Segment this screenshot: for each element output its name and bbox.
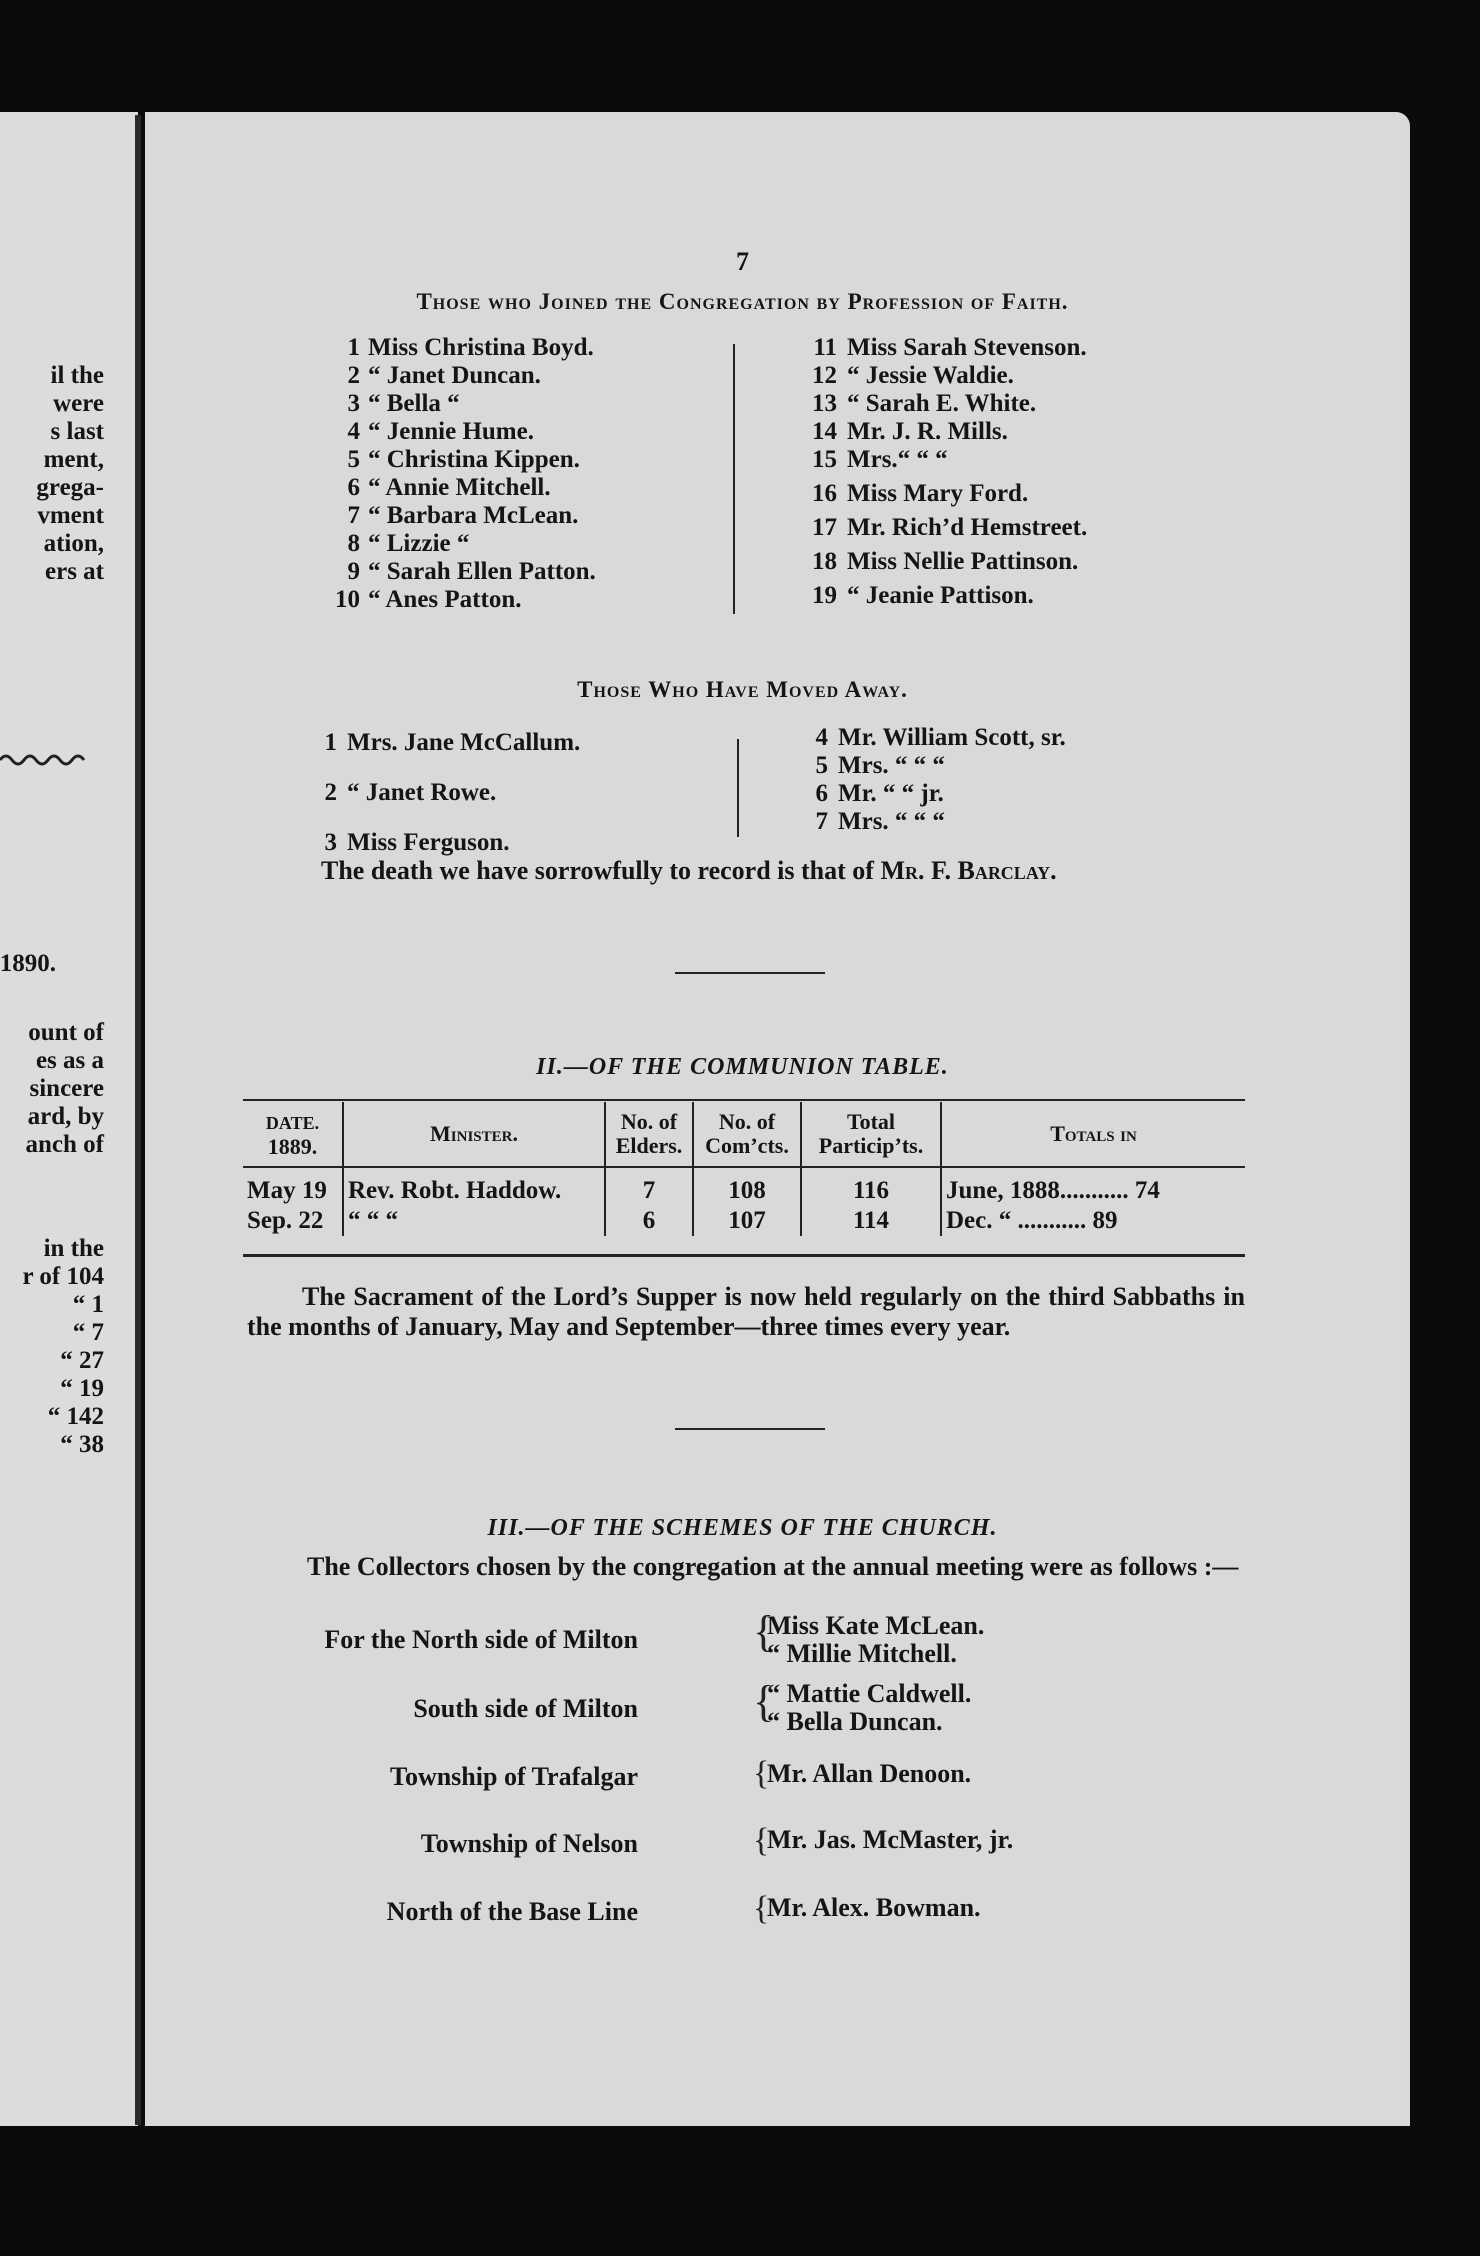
header-communicants: No. of Com’cts. <box>693 1102 801 1167</box>
collector-names: Mr. Alex. Bowman. <box>767 1893 981 1922</box>
list-item: 18 Miss Nellie Pattinson. <box>812 548 1079 575</box>
fragment-line: “ 27 <box>60 1347 104 1374</box>
list-item: 2 “ Janet Rowe. <box>324 779 497 806</box>
fragment-line: ers at <box>45 558 104 585</box>
list-item: 5 “ Christina Kippen. <box>347 446 580 473</box>
joined-right-column <box>805 334 1087 610</box>
list-item: 3 “ Bella “ <box>347 390 460 417</box>
list-item: 6 “ Annie Mitchell. <box>347 474 551 501</box>
fragment-line: “ 38 <box>60 1431 104 1458</box>
column-divider <box>733 344 735 614</box>
table-top-rule <box>243 1099 1245 1101</box>
collector-names: Mr. Allan Denoon. <box>767 1759 972 1788</box>
schemes-heading: III.—OF THE SCHEMES OF THE CHURCH. <box>487 1515 998 1541</box>
list-item: 17 Mr. Rich’d Hemstreet. <box>812 514 1088 541</box>
fragment-line: “ 7 <box>72 1319 104 1346</box>
moved-left-column <box>315 729 580 857</box>
list-item: 8 “ Lizzie “ <box>347 530 470 557</box>
list-item: 13 “ Sarah E. White. <box>812 390 1037 417</box>
fragment-line: s last <box>50 418 104 445</box>
list-item: 3 Miss Ferguson. <box>324 829 510 856</box>
death-note: The death we have sorrowfully to record is that of Mr. F. Barclay. <box>321 856 1057 885</box>
fragment-line: ount of <box>28 1019 104 1046</box>
collector-names: “ Mattie Caldwell. “ Bella Duncan. <box>767 1679 972 1736</box>
section-rule <box>675 1428 825 1430</box>
list-item: 16 Miss Mary Ford. <box>812 480 1029 507</box>
page-number: 7 <box>736 247 749 276</box>
fragment-line: ation, <box>43 530 104 557</box>
section-rule <box>675 972 825 974</box>
fragment-line: “ 142 <box>47 1403 104 1430</box>
table-row: May 19 Rev. Robt. Haddow. 7 108 116 June, 1888........... 74 <box>243 1167 1245 1206</box>
column-divider <box>737 739 739 837</box>
brace: { <box>753 1822 770 1859</box>
sacrament-note: The Sacrament of the Lord’s Supper is now held regularly on the third Sabbaths in the months of January, May and September—three times every year. <box>247 1282 1245 1341</box>
schemes-intro: The Collectors chosen by the congregation at the annual meeting were as follows :— <box>307 1552 1239 1581</box>
brace: { <box>753 1890 770 1927</box>
list-item: 7 Mrs. “ “ “ <box>815 808 945 835</box>
list-item: 4 Mr. William Scott, sr. <box>815 724 1066 751</box>
list-item: 1 Miss Christina Boyd. <box>347 334 594 361</box>
joined-left-column <box>320 334 596 614</box>
list-item: 6 Mr. “ “ jr. <box>815 780 944 807</box>
collector-area-label: For the North side of Milton <box>324 1625 638 1654</box>
brace: { <box>753 1677 775 1726</box>
communion-heading: II.—OF THE COMMUNION TABLE. <box>536 1054 949 1080</box>
deceased-name: Mr. F. Barclay. <box>880 856 1057 885</box>
fragment-line: anch of <box>25 1131 104 1158</box>
book-spine <box>135 115 141 2125</box>
list-item: 7 “ Barbara McLean. <box>347 502 579 529</box>
fragment-line: “ 1 <box>72 1291 104 1318</box>
list-item: 1 Mrs. Jane McCallum. <box>324 729 581 756</box>
document-page <box>145 112 1410 2126</box>
header-minister: Minister. <box>343 1102 605 1167</box>
fragment-line: in the <box>43 1235 104 1262</box>
header-total: Total Particip’ts. <box>801 1102 941 1167</box>
collector-area-label: North of the Base Line <box>386 1897 638 1926</box>
table-row: Sep. 22 “ “ “ 6 107 114 Dec. “ ........... 89 <box>243 1206 1245 1236</box>
fragment-line: grega- <box>36 474 104 501</box>
header-date: DATE. 1889. <box>243 1102 343 1167</box>
fragment-line: vment <box>37 502 104 529</box>
collector-names: Mr. Jas. McMaster, jr. <box>767 1825 1014 1854</box>
list-item: 9 “ Sarah Ellen Patton. <box>347 558 596 585</box>
list-item: 19 “ Jeanie Pattison. <box>812 582 1034 609</box>
table-header-row <box>243 1102 1245 1167</box>
collector-area-label: South side of Milton <box>413 1694 638 1723</box>
list-item: 15 Mrs.“ “ “ <box>812 446 948 473</box>
list-item: 2 “ Janet Duncan. <box>347 362 541 389</box>
header-totals-in: Totals in <box>941 1102 1245 1167</box>
list-item: 4 “ Jennie Hume. <box>347 418 534 445</box>
header-elders: No. of Elders. <box>605 1102 693 1167</box>
fragment-line: ment, <box>43 446 104 473</box>
brace: { <box>753 1607 775 1656</box>
list-item: 5 Mrs. “ “ “ <box>815 752 945 779</box>
list-item: 11 Miss Sarah Stevenson. <box>813 334 1087 361</box>
list-item: 14 Mr. J. R. Mills. <box>812 418 1008 445</box>
list-item: 10 “ Anes Patton. <box>335 586 522 613</box>
fragment-line: il the <box>50 362 104 389</box>
previous-page-fragment <box>0 112 138 2126</box>
fragment-line: es as a <box>35 1047 104 1074</box>
joined-heading: Those who Joined the Congregation by Profession of Faith. <box>416 289 1069 314</box>
moved-heading: Those Who Have Moved Away. <box>577 677 908 702</box>
fragment-line: 1890. <box>0 950 56 977</box>
fragment-line: “ 19 <box>60 1375 104 1402</box>
collector-area-label: Township of Trafalgar <box>389 1762 638 1791</box>
wavy-rule <box>0 748 90 768</box>
moved-right-column <box>810 724 1066 836</box>
brace: { <box>753 1755 770 1792</box>
collector-area-label: Township of Nelson <box>420 1829 638 1858</box>
fragment-line: were <box>53 390 104 417</box>
collector-names: Miss Kate McLean. “ Millie Mitchell. <box>767 1611 985 1668</box>
table-bottom-rule <box>243 1254 1245 1257</box>
fragment-line: ard, by <box>27 1103 104 1130</box>
communion-table <box>243 1102 1245 1236</box>
list-item: 12 “ Jessie Waldie. <box>812 362 1014 389</box>
fragment-line: sincere <box>29 1075 104 1102</box>
fragment-line: r of 104 <box>22 1263 104 1290</box>
